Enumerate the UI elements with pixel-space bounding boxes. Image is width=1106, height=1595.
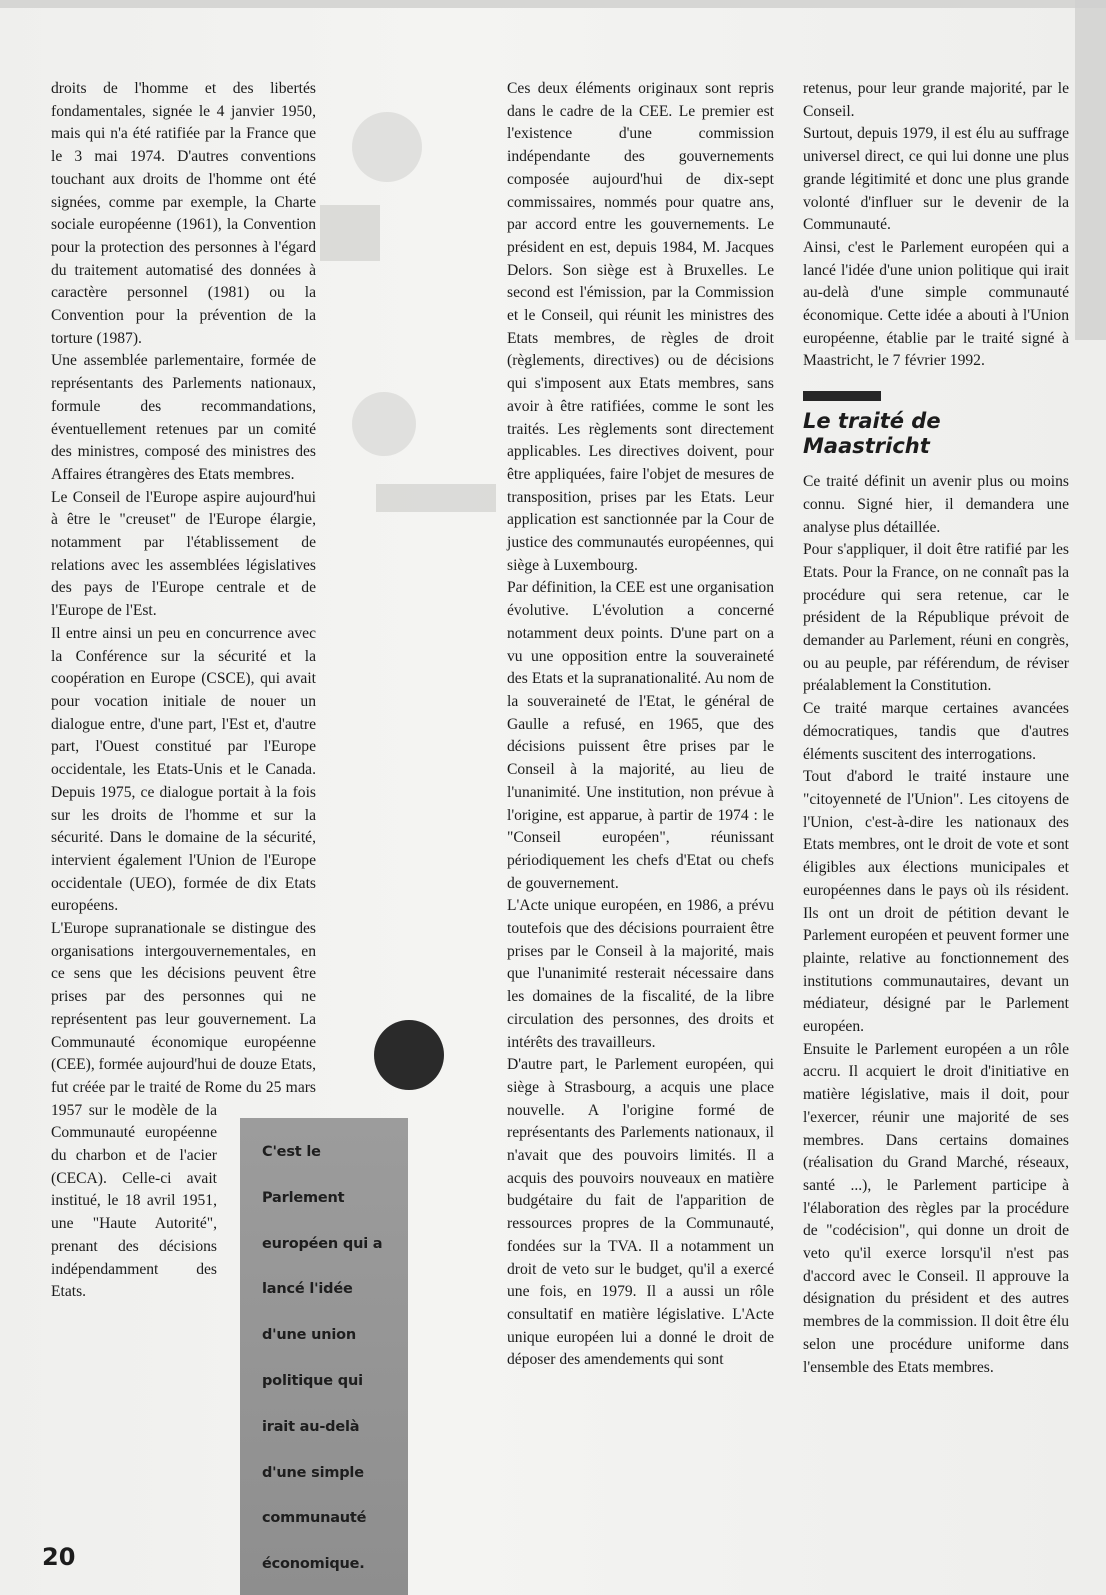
pull-quote-line: communauté xyxy=(262,1510,367,1527)
paragraph: Il entre ainsi un peu en concurrence avec la Conférence sur la sécurité et la coopération en Europe (CSCE), qui avait pour vocation initiale de nouer un dialogue entre, d'une part, l'Est et, d'autre part, l'Ouest constitué par l'Europe occidentale, les Etats-Unis et le Canada. Depuis 1975, ce dialogue portait à la fois sur les droits de l'homme et sur la sécurité. Dans le domaine de la sécurité, intervient également l'Union de l'Europe occidentale (UEO), formée de dix Etats européens. xyxy=(51,624,316,915)
paragraph: Ensuite le Parlement européen a un rôle accru. Il acquiert le droit d'initiative en matière législative, mais il doit, pour l'exercer, réunir une majorité de ses membres. Dans certains domaines (réalisation du Grand Marché, réseaux, santé ...), le Parlement participe à l'élaboration des règles par la procédure de "codécision", qui donne un droit de veto qu'il exerce lorsqu'il n'est pas d'accord avec le Conseil. Il approuve la désignation du président et des autres membres de la commission. Il doit être élu selon une procédure uniforme dans l'ensemble des Etats membres. xyxy=(803,1040,1069,1376)
paragraph: Ces deux éléments originaux sont repris dans le cadre de la CEE. Le premier est l'existence d'une commission indépendante des gouvernements composée aujourd'hui de dix-sept commissaires, nommés pour quatre ans, par accord entre les gouvernements. Le président en est, depuis 1984, M. Jacques Delors. Son siège est à Bruxelles. Le second est l'émission, par la Commission et le Conseil, qui réunit les ministres des Etats membres, de règles de droit (règlements, directives) ou de décisions qui s'imposent aux Etats membres, sans avoir à être ratifiées, comme le sont les traités. Les règlements sont directement applicables. Les directives doivent, pour être appliquées, faire l'objet de mesures de transposition, prises par les Etats. Leur application est sanctionnée par la Cour de justice des communautés européennes, qui siège à Luxembourg. xyxy=(507,80,774,574)
text-column-3 xyxy=(803,78,1069,1379)
text-column-2 xyxy=(507,78,774,1372)
paragraph: droits de l'homme et des libertés fondamentales, signée le 4 janvier 1950, mais qui n'a été ratifiée par la France que le 3 mai 1974. D'autres conventions touchant aux droits de l'homme ont été signées, comme par exemple, la Charte sociale européenne (1961), la Convention pour la protection des personnes à l'égard du traitement automatisé des données à caractère personnel (1981) ou la Convention pour la prévention de la torture (1987). xyxy=(51,80,316,347)
paragraph: Surtout, depuis 1979, il est élu au suffrage universel direct, ce qui lui donne une plus grande légitimité et donc une plus grande volonté d'influer sur le devenir de la Communauté. xyxy=(803,125,1069,234)
pull-quote-line: politique qui xyxy=(262,1372,363,1389)
paragraph: Pour s'appliquer, il doit être ratifié par les Etats. Pour la France, on ne connaît pas la procédure qui sera retenue, car le président de la République prévoit de demander au Parlement, réuni en congrès, ou au peuple, par référendum, de réviser préalablement la Constitution. xyxy=(803,541,1069,695)
section-heading-line: Le traité de xyxy=(803,409,941,434)
paragraph: Le Conseil de l'Europe aspire aujourd'hui à être le "creuset" de l'Europe élargie, notamment par l'établissement de relations avec les assemblées législatives des pays de l'Europe centrale et de l'Europe de l'Est. xyxy=(51,488,316,620)
paragraph: Ce traité marque certaines avancées démocratiques, tandis que d'autres éléments suscitent des interrogations. xyxy=(803,700,1069,763)
pull-quote-line: d'une simple xyxy=(262,1464,364,1481)
pull-quote-line: Parlement xyxy=(262,1189,345,1206)
show-through-circle xyxy=(352,112,422,182)
paragraph: Par définition, la CEE est une organisation évolutive. L'évolution a concerné notamment deux points. D'une part on a vu une opposition entre la souveraineté des Etats et la supranationalité. Au nom de la souveraineté de l'Etat, le général de Gaulle a refusé, en 1965, que des décisions puissent être prises par le Conseil à la majorité, au lieu de l'unanimité. Une institution, non prévue à l'origine, est apparue, à partir de 1974 : le "Conseil européen", réunissant périodiquement les chefs d'Etat ou chefs de gouvernement. xyxy=(507,579,774,892)
paragraph: retenus, pour leur grande majorité, par le Conseil. xyxy=(803,80,1069,120)
page-top-edge xyxy=(0,0,1106,8)
section-heading-line: Maastricht xyxy=(803,434,930,459)
pull-quote-line: lancé l'idée xyxy=(262,1281,353,1298)
paragraph: Tout d'abord le traité instaure une "citoyenneté de l'Union". Les citoyens de l'Union, c'est-à-dire les nationaux des Etats membres, ont le droit de vote et sont éligibles aux élections municipales et européennes dans le pays où ils résident. Ils ont un droit de pétition devant le Parlement européen et peuvent former une plainte, relative au fonctionnement des institutions communautaires, devant un médiateur, désigné par le Parlement européen. xyxy=(803,768,1069,1036)
show-through-block xyxy=(1075,0,1106,340)
paragraph: D'autre part, le Parlement européen, qui siège à Strasbourg, a acquis une place nouvelle. A l'origine formé de représentants des Parlements nationaux, il n'avait que des pouvoirs limités. Il a acquis des pouvoirs nouveaux en matière budgétaire du fait de l'apparition de ressources propres de la Communauté, fondées sur la TVA. Il a notamment un droit de veto sur le budget, qu'il a exercé une fois, en 1979. Il a aussi un rôle consultatif en matière législative. L'Acte unique européen lui a donné le droit de déposer des amendements qui sont xyxy=(507,1056,774,1369)
show-through-block xyxy=(320,205,380,261)
paragraph: Une assemblée parlementaire, formée de représentants des Parlements nationaux, formule des recommandations, éventuellement retenues par un comité des ministres, composé des ministres des Affaires étrangères des Etats membres. xyxy=(51,352,316,483)
pull-quote-line: économique. xyxy=(262,1556,365,1573)
wrap-offset xyxy=(316,78,317,1100)
pull-quote-line: d'une union xyxy=(262,1327,357,1344)
pull-quote-line: irait au-delà xyxy=(262,1418,360,1435)
section-heading xyxy=(803,409,1069,459)
paragraph: Ce traité définit un avenir plus ou moins connu. Signé hier, il demandera une analyse plus détaillée. xyxy=(803,473,1069,536)
show-through-circle xyxy=(352,392,416,456)
paragraph-text: L'Europe supranationale se distingue des organisations intergouvernementales, en ce sens que les décisions peuvent être prises par des personnes qui ne représentent pas leur gouvernement. La Communauté économique européenne (CEE), formée aujourd'hui de douze Etats, fut créée par le traité de Rome du 25 mars 1957 sur le modèle de la Communauté européenne du charbon et de l'acier (CECA). Celle-ci avait institué, le 18 avril 1951, une "Haute Autorité", prenant des décisions indépendamment des Etats. xyxy=(51,920,316,1301)
paragraph: Ainsi, c'est le Parlement européen qui a lancé l'idée d'une union politique qui irait au-delà d'une simple communauté économique. Cette idée a abouti à l'Union européenne, établie par le traité signé à Maastricht, le 7 février 1992. xyxy=(803,238,1069,370)
decorative-dot xyxy=(374,1020,444,1090)
pull-quote-line: européen qui a xyxy=(262,1235,383,1252)
paragraph: L'Acte unique européen, en 1986, a prévu toutefois que des décisions pourraient être prises par le Conseil à la majorité, mais que l'unanimité resterait nécessaire dans les domaines de la fiscalité, de la libre circulation des personnes, des droits et intérêts des travailleurs. xyxy=(507,897,774,1051)
pull-quote-box xyxy=(240,1118,408,1595)
section-rule xyxy=(803,391,881,401)
page-number: 20 xyxy=(42,1543,76,1571)
pull-quote-line: C'est le xyxy=(262,1144,321,1160)
show-through-block xyxy=(376,484,496,512)
